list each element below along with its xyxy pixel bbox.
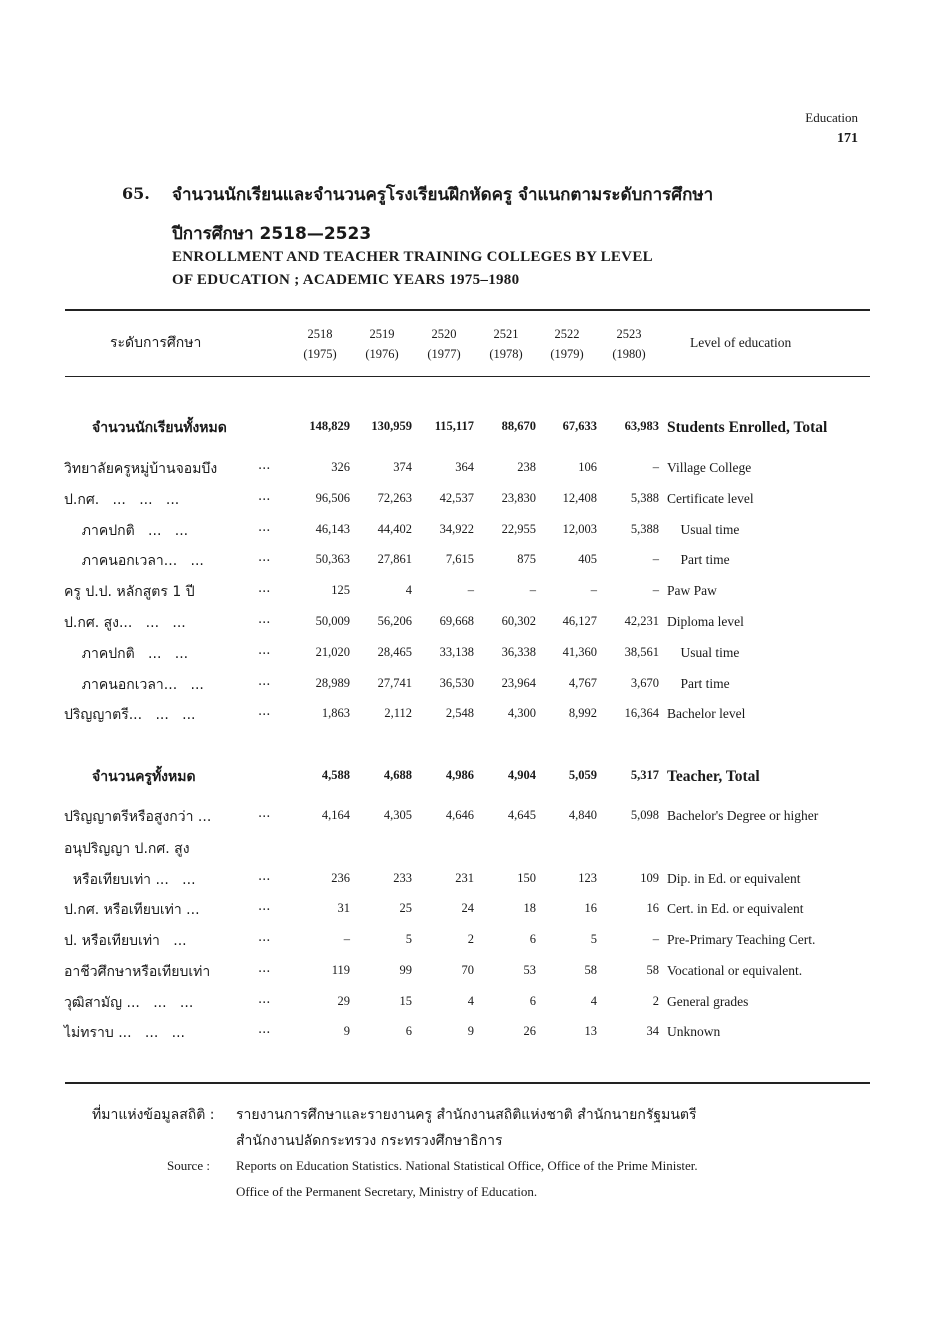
cell-value: 130,959: [371, 419, 412, 433]
row-label-english: General grades: [667, 994, 749, 1009]
cell-value: 5: [590, 932, 597, 946]
row-label-thai: หรือเทียบเท่า ... ...: [64, 872, 196, 888]
row-label-english: Part time: [667, 676, 730, 691]
cell-value: 42,537: [439, 491, 474, 505]
row-leader-dots: ...: [258, 489, 271, 504]
table-row: [0, 550, 941, 576]
row-label-thai: ภาคนอกเวลา... ...: [64, 553, 204, 569]
table-row: [0, 930, 941, 956]
year-header: [419, 324, 469, 364]
cell-value: 70: [461, 963, 474, 977]
year-be: 2519: [369, 327, 395, 341]
cell-value: 4,588: [321, 768, 350, 782]
row-label-english: Teacher, Total: [667, 768, 760, 785]
year-ce: (1975): [303, 347, 337, 361]
cell-value: 4,767: [568, 676, 597, 690]
table-row: [0, 869, 941, 895]
table-total-row: [0, 417, 941, 443]
year-header: [481, 324, 531, 364]
cell-value: –: [652, 932, 659, 946]
row-label-english: Diploma level: [667, 614, 744, 629]
cell-value: 4,986: [445, 768, 474, 782]
cell-value: 16: [646, 901, 659, 915]
cell-value: 148,829: [309, 419, 350, 433]
cell-value: 99: [399, 963, 412, 977]
cell-value: 38,561: [624, 645, 659, 659]
table-row: [0, 581, 941, 607]
cell-value: 27,861: [377, 552, 412, 566]
cell-value: 4,645: [507, 808, 536, 822]
title-thai-line-1: จำนวนนักเรียนและจำนวนครูโรงเรียนฝึกหัดครู จำแนกตามระดับการศึกษา: [172, 185, 714, 205]
cell-value: –: [652, 583, 659, 597]
cell-value: 12,408: [562, 491, 597, 505]
row-label-thai: อาชีวศึกษาหรือเทียบเท่า: [64, 964, 211, 980]
cell-value: 53: [523, 963, 536, 977]
row-label-thai: อนุปริญญา ป.กศ. สูง: [64, 841, 190, 857]
table-total-row: [0, 766, 941, 792]
cell-value: 5: [405, 932, 412, 946]
cell-value: 115,117: [434, 419, 474, 433]
year-be: 2523: [616, 327, 642, 341]
row-label-thai: จำนวนนักเรียนทั้งหมด: [92, 420, 227, 436]
cell-value: 6: [405, 1024, 412, 1038]
row-label-thai: ป.กศ. สูง... ... ...: [64, 615, 186, 631]
row-leader-dots: ...: [258, 458, 271, 473]
row-leader-dots: ...: [258, 930, 271, 945]
year-be: 2520: [431, 327, 457, 341]
cell-value: –: [652, 552, 659, 566]
cell-value: 4,688: [383, 768, 412, 782]
title-english-line-2: OF EDUCATION ; ACADEMIC YEARS 1975–1980: [172, 272, 520, 288]
cell-value: 4: [405, 583, 412, 597]
row-label-thai: ปริญญาตรี... ... ...: [64, 707, 196, 723]
cell-value: 34: [646, 1024, 659, 1038]
cell-value: –: [343, 932, 350, 946]
row-label-english: Usual time: [667, 522, 740, 537]
cell-value: 12,003: [562, 522, 597, 536]
cell-value: 23,830: [501, 491, 536, 505]
row-label-english: Students Enrolled, Total: [667, 419, 828, 436]
row-label-english: Bachelor level: [667, 706, 746, 721]
row-leader-dots: ...: [258, 899, 271, 914]
cell-value: 238: [517, 460, 536, 474]
row-leader-dots: ...: [258, 674, 271, 689]
row-label-thai: ป.กศ. ... ... ...: [64, 492, 180, 508]
year-ce: (1980): [612, 347, 646, 361]
cell-value: 44,402: [377, 522, 412, 536]
title-thai-line-2: ปีการศึกษา 2518—2523: [172, 224, 372, 244]
cell-value: 231: [455, 871, 474, 885]
source-thai-line-1: รายงานการศึกษาและรายงานครู สำนักงานสถิติแห่งชาติ สำนักนายกรัฐมนตรี: [236, 1107, 697, 1123]
cell-value: 28,465: [377, 645, 412, 659]
source-thai-line-2: สำนักงานปลัดกระทรวง กระทรวงศึกษาธิการ: [236, 1133, 503, 1149]
cell-value: 46,127: [562, 614, 597, 628]
cell-value: 4: [590, 994, 597, 1008]
table-number: 65.: [122, 184, 150, 203]
cell-value: 364: [455, 460, 474, 474]
row-label-english: Unknown: [667, 1024, 721, 1039]
cell-value: 5,098: [630, 808, 659, 822]
cell-value: 23,964: [501, 676, 536, 690]
row-leader-dots: ...: [258, 520, 271, 535]
table-row: [0, 612, 941, 638]
row-label-english: Dip. in Ed. or equivalent: [667, 871, 801, 886]
row-label-thai: วิทยาลัยครูหมู่บ้านจอมบึง: [64, 461, 218, 477]
row-label-english: Certificate level: [667, 491, 754, 506]
cell-value: 36,530: [439, 676, 474, 690]
cell-value: 88,670: [501, 419, 536, 433]
running-header-section: Education: [805, 110, 858, 125]
cell-value: 58: [584, 963, 597, 977]
cell-value: 4,305: [383, 808, 412, 822]
cell-value: 109: [640, 871, 659, 885]
year-be: 2521: [493, 327, 519, 341]
table-row: [0, 1022, 941, 1048]
row-label-thai: จำนวนครูทั้งหมด: [92, 769, 196, 785]
table-row: [0, 458, 941, 484]
cell-value: 28,989: [315, 676, 350, 690]
cell-value: 67,633: [562, 419, 597, 433]
year-header: [542, 324, 592, 364]
source-english-label: Source :: [167, 1158, 210, 1173]
cell-value: –: [529, 583, 536, 597]
cell-value: 41,360: [562, 645, 597, 659]
table-row: [0, 674, 941, 700]
year-ce: (1977): [427, 347, 461, 361]
year-ce: (1978): [489, 347, 523, 361]
cell-value: 42,231: [624, 614, 659, 628]
cell-value: 4,904: [507, 768, 536, 782]
cell-value: 5,317: [630, 768, 659, 782]
cell-value: 374: [393, 460, 412, 474]
cell-value: 58: [646, 963, 659, 977]
year-header: [295, 324, 345, 364]
cell-value: 326: [331, 460, 350, 474]
row-leader-dots: ...: [258, 961, 271, 976]
year-ce: (1979): [550, 347, 584, 361]
table-row: [0, 806, 941, 832]
cell-value: 9: [343, 1024, 350, 1038]
row-label-thai: ป.กศ. หรือเทียบเท่า ...: [64, 902, 200, 918]
cell-value: 26: [523, 1024, 536, 1038]
cell-value: –: [590, 583, 597, 597]
cell-value: 21,020: [315, 645, 350, 659]
cell-value: 25: [399, 901, 412, 915]
row-label-thai: ครู ป.ป. หลักสูตร 1 ปี: [64, 584, 195, 600]
table-row: [0, 961, 941, 987]
year-header: [357, 324, 407, 364]
row-label-english: Bachelor's Degree or higher: [667, 808, 819, 823]
cell-value: 29: [337, 994, 350, 1008]
cell-value: 4,840: [568, 808, 597, 822]
cell-value: 96,506: [315, 491, 350, 505]
row-label-thai: วุฒิสามัญ ... ... ...: [64, 995, 194, 1011]
row-leader-dots: ...: [258, 550, 271, 565]
cell-value: 34,922: [439, 522, 474, 536]
page-number: 171: [837, 131, 858, 146]
row-leader-dots: ...: [258, 581, 271, 596]
cell-value: 405: [578, 552, 597, 566]
cell-value: 6: [529, 994, 536, 1008]
cell-value: 33,138: [439, 645, 474, 659]
table-row: [0, 704, 941, 730]
row-leader-dots: ...: [258, 1022, 271, 1037]
table-row: [0, 838, 941, 864]
table-row: [0, 992, 941, 1018]
cell-value: 233: [393, 871, 412, 885]
row-label-english: Village College: [667, 460, 752, 475]
row-leader-dots: ...: [258, 643, 271, 658]
table-row: [0, 520, 941, 546]
table-top-rule: [65, 309, 870, 311]
cell-value: 4: [467, 994, 474, 1008]
cell-value: 13: [584, 1024, 597, 1038]
cell-value: 16: [584, 901, 597, 915]
cell-value: 27,741: [377, 676, 412, 690]
column-header-thai: ระดับการศึกษา: [110, 335, 202, 351]
row-leader-dots: ...: [258, 806, 271, 821]
year-header: [604, 324, 654, 364]
cell-value: 60,302: [501, 614, 536, 628]
row-label-thai: ภาคนอกเวลา... ...: [64, 677, 204, 693]
table-row: [0, 489, 941, 515]
cell-value: 6: [529, 932, 536, 946]
table-header-rule: [65, 376, 870, 377]
row-label-english: Vocational or equivalent.: [667, 963, 803, 978]
row-label-english: Cert. in Ed. or equivalent: [667, 901, 804, 916]
cell-value: –: [467, 583, 474, 597]
row-label-thai: ป. หรือเทียบเท่า ...: [64, 933, 187, 949]
row-label-thai: ภาคปกติ ... ...: [64, 646, 189, 662]
cell-value: 125: [331, 583, 350, 597]
table-bottom-rule: [65, 1082, 870, 1084]
year-be: 2522: [554, 327, 580, 341]
cell-value: 69,668: [439, 614, 474, 628]
cell-value: 236: [331, 871, 350, 885]
cell-value: 3,670: [630, 676, 659, 690]
cell-value: –: [652, 460, 659, 474]
row-leader-dots: ...: [258, 869, 271, 884]
cell-value: 24: [461, 901, 474, 915]
cell-value: 18: [523, 901, 536, 915]
cell-value: 5,388: [630, 522, 659, 536]
cell-value: 9: [467, 1024, 474, 1038]
cell-value: 22,955: [501, 522, 536, 536]
cell-value: 56,206: [377, 614, 412, 628]
source-english-line-1: Reports on Education Statistics. National Statistical Office, Office of the Prime Minister.: [236, 1158, 698, 1173]
cell-value: 106: [578, 460, 597, 474]
cell-value: 63,983: [624, 419, 659, 433]
cell-value: 4,164: [321, 808, 350, 822]
cell-value: 31: [337, 901, 350, 915]
row-label-thai: ภาคปกติ ... ...: [64, 523, 189, 539]
cell-value: 2,112: [384, 706, 412, 720]
title-english-line-1: ENROLLMENT AND TEACHER TRAINING COLLEGES BY LEVEL: [172, 249, 653, 265]
column-header-english: Level of education: [690, 335, 792, 350]
table-row: [0, 643, 941, 669]
cell-value: 4,646: [445, 808, 474, 822]
cell-value: 36,338: [501, 645, 536, 659]
cell-value: 5,059: [568, 768, 597, 782]
cell-value: 15: [399, 994, 412, 1008]
source-english-line-2: Office of the Permanent Secretary, Ministry of Education.: [236, 1184, 538, 1199]
cell-value: 72,263: [377, 491, 412, 505]
cell-value: 16,364: [624, 706, 659, 720]
cell-value: 2,548: [445, 706, 474, 720]
cell-value: 123: [578, 871, 597, 885]
row-leader-dots: ...: [258, 704, 271, 719]
row-label-english: Usual time: [667, 645, 740, 660]
row-label-english: Paw Paw: [667, 583, 717, 598]
cell-value: 50,363: [315, 552, 350, 566]
cell-value: 2: [467, 932, 474, 946]
cell-value: 150: [517, 871, 536, 885]
cell-value: 5,388: [630, 491, 659, 505]
row-label-thai: ปริญญาตรีหรือสูงกว่า ...: [64, 809, 212, 825]
cell-value: 7,615: [445, 552, 474, 566]
table-row: [0, 899, 941, 925]
row-label-english: Pre-Primary Teaching Cert.: [667, 932, 816, 947]
cell-value: 119: [331, 963, 350, 977]
row-label-english: Part time: [667, 552, 730, 567]
cell-value: 4,300: [507, 706, 536, 720]
source-thai-label: ที่มาแห่งข้อมูลสถิติ :: [92, 1107, 215, 1123]
year-be: 2518: [307, 327, 333, 341]
row-leader-dots: ...: [258, 612, 271, 627]
cell-value: 50,009: [315, 614, 350, 628]
cell-value: 875: [517, 552, 536, 566]
cell-value: 1,863: [321, 706, 350, 720]
cell-value: 2: [652, 994, 659, 1008]
row-label-thai: ไม่ทราบ ... ... ...: [64, 1025, 185, 1041]
year-ce: (1976): [365, 347, 399, 361]
cell-value: 8,992: [568, 706, 597, 720]
cell-value: 46,143: [315, 522, 350, 536]
row-leader-dots: ...: [258, 992, 271, 1007]
